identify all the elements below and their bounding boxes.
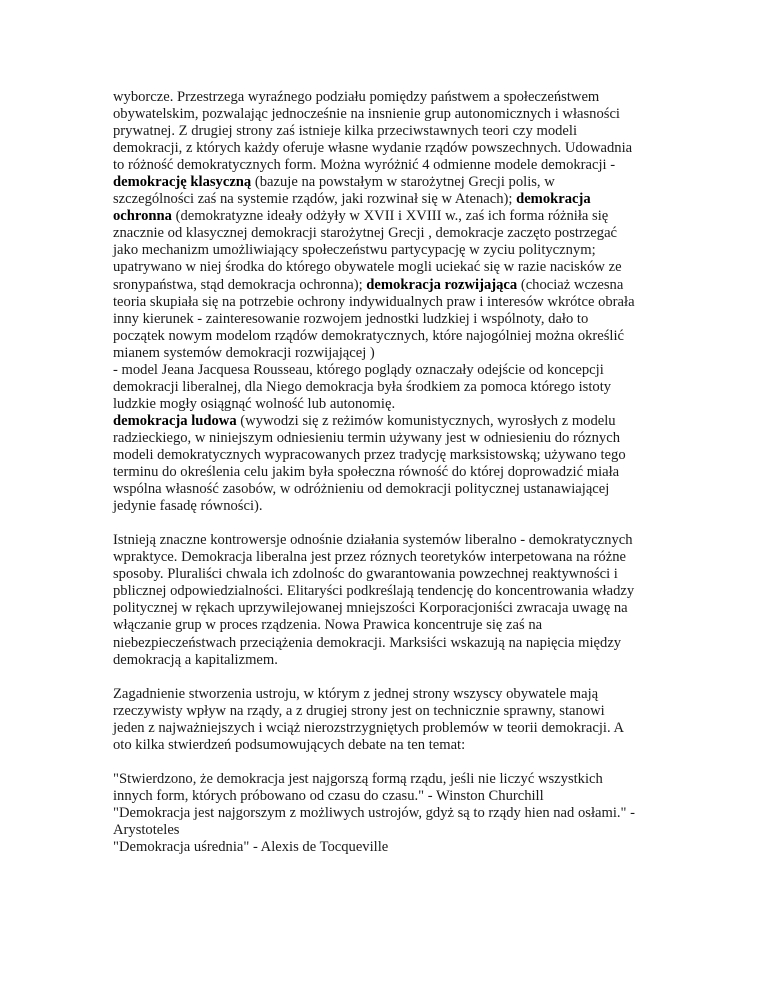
- text-run: pblicznej odpowiedzialności. Elitaryści podkreślają tendencję do koncentrowania władzy: [113, 583, 635, 600]
- text-line: [113, 822, 653, 839]
- text-line: [113, 311, 653, 328]
- text-run: jedynie fasadę równości).: [113, 498, 263, 515]
- text-line: [113, 396, 653, 413]
- text-line: [113, 89, 653, 106]
- text-line: [113, 225, 653, 242]
- text-run: demokracją a kapitalizmem.: [113, 651, 278, 668]
- text-run: terminu do określenia celu jakim była społeczna równość do której doprowadzić miała: [113, 464, 620, 481]
- text-run: wspólna własność zasobów, w odróżnieniu od demokracji politycznej ustanawiającej: [113, 481, 610, 498]
- text-line: [113, 174, 653, 191]
- text-line: [113, 277, 653, 294]
- paragraph-quotes: [113, 771, 653, 856]
- text-run: włączanie grup w proces rządzenia. Nowa Prawica koncentruje się zaś na: [113, 617, 543, 634]
- text-run: (bazuje na powstałym w starożytnej Grecji polis, w: [251, 174, 555, 191]
- text-run: wyborcze. Przestrzega wyraźnego podziału pomiędzy państwem a społeczeństwem: [113, 89, 600, 105]
- text-line: [113, 208, 653, 225]
- text-run: sronypaństwa, stąd demokracja ochronna);: [113, 276, 367, 293]
- text-line: [113, 242, 653, 259]
- text-line: [113, 686, 653, 703]
- text-line: [113, 652, 653, 669]
- text-line: [113, 771, 653, 788]
- text-run: niebezpieczeństwach przeciążenia demokracji. Marksiści wskazują na napięcia między: [113, 634, 622, 651]
- text-line: [113, 737, 653, 754]
- text-run: rzeczywisty wpływ na rządy, a z drugiej strony jest on technicznie sprawny, stanowi: [113, 702, 605, 719]
- text-run: jako mechanizm umożliwiający społeczeństwu partycypację w zyciu politycznym;: [113, 242, 596, 259]
- text-run: "Demokracja jest najgorszym z możliwych ustrojów, gdyż są to rządy hien nad osłami." -: [113, 804, 636, 821]
- text-run: Zagadnienie stworzenia ustroju, w którym z jednej strony wszyscy obywatele mają: [113, 685, 599, 702]
- text-run: szczególności zaś na systemie rządów, jaki rozwinał się w Atenach);: [113, 191, 517, 208]
- text-run: politycznej w rękach uprzywilejowanej mniejszości Korporacjoniści zwracaja uwagę na: [113, 600, 628, 617]
- text-run: mianem systemów demokracji rozwijającej ): [113, 344, 375, 361]
- text-line: [113, 413, 653, 430]
- paragraph-spacer: [113, 754, 653, 771]
- text-line: [113, 532, 653, 549]
- paragraph-spacer: [113, 669, 653, 686]
- text-line: [113, 600, 653, 617]
- text-line: [113, 805, 653, 822]
- bold-term: ochronna: [113, 208, 172, 225]
- text-line: [113, 259, 653, 276]
- text-run: Arystoteles: [113, 822, 180, 839]
- bold-term: demokrację klasyczną: [113, 174, 252, 191]
- text-run: ludzkie mogły osiągnąć wolność lub autonomię.: [113, 395, 396, 412]
- text-run: modeli demokratycznych wypracowanych przez tradycję marksistowską; używano tego: [113, 446, 626, 463]
- paragraph-spacer: [113, 515, 653, 532]
- text-line: [113, 464, 653, 481]
- text-run: (chociaż wczesna: [517, 276, 624, 293]
- bold-term: demokracja: [516, 191, 591, 208]
- text-run: upatrywano w niej środka do którego obywatele mogli uciekać się w razie nacisków ze: [113, 259, 622, 276]
- text-run: to różność demokratycznych form. Można wyróżnić 4 odmienne modele demokracji -: [113, 157, 616, 174]
- text-run: prywatnej. Z drugiej strony zaś istnieje kilka przeciwstawnych teori czy modeli: [113, 123, 578, 140]
- text-run: (wywodzi się z reżimów komunistycznych, wyrosłych z modelu: [236, 412, 616, 429]
- text-run: wpraktyce. Demokracja liberalna jest przez róznych teoretyków interpetowana na różne: [113, 549, 626, 566]
- text-line: [113, 345, 653, 362]
- text-line: [113, 328, 653, 345]
- text-line: [113, 788, 653, 805]
- text-line: [113, 294, 653, 311]
- text-run: demokracji, z których każdy oferuje własne wydanie rządów powszechnych. Udowadnia: [113, 140, 633, 157]
- paragraph-system-design-problem: [113, 686, 653, 754]
- text-line: [113, 839, 653, 856]
- text-run: początek nowym modelom rządów demokratycznych, które najogólniej można określić: [113, 327, 625, 344]
- text-run: Istnieją znaczne kontrowersje odnośnie działania systemów liberalno - demokratycznych: [113, 532, 633, 549]
- text-line: [113, 703, 653, 720]
- text-line: [113, 447, 653, 464]
- text-line: [113, 140, 653, 157]
- paragraph-liberal-democracy-controversies: [113, 532, 653, 668]
- text-line: [113, 191, 653, 208]
- text-line: [113, 123, 653, 140]
- text-run: sposoby. Pluraliści chwala ich zdolnośc do gwarantowania powzechnej reaktywności i: [113, 566, 618, 583]
- document-page: [113, 89, 653, 856]
- bold-term: demokracja ludowa: [113, 412, 237, 429]
- text-run: innych form, których próbowano od czasu do czasu." - Winston Churchill: [113, 787, 544, 804]
- text-run: radzieckiego, w niniejszym odniesieniu termin używany jest w odniesieniu do róznych: [113, 429, 620, 446]
- text-run: "Stwierdzono, że demokracja jest najgorszą formą rządu, jeśli nie liczyć wszystkich: [113, 770, 603, 787]
- text-line: [113, 583, 653, 600]
- text-line: [113, 106, 653, 123]
- text-run: jeden z najważniejszych i wciąż nierozstrzygniętych problemów w teorii demokracji. A: [113, 719, 624, 736]
- text-line: [113, 430, 653, 447]
- text-line: [113, 617, 653, 634]
- text-line: [113, 498, 653, 515]
- text-line: [113, 481, 653, 498]
- text-run: oto kilka stwierdzeń podsumowujących debate na ten temat:: [113, 736, 466, 753]
- paragraph-democracy-models: [113, 89, 653, 515]
- text-run: teoria skupiała się na potrzebie ochrony indywidualnych praw i interesów wkrótce obrała: [113, 293, 635, 310]
- text-run: demokracji liberalnej, dla Niego demokracja była środkiem za pomoca którego istoty: [113, 378, 612, 395]
- text-line: [113, 635, 653, 652]
- text-run: "Demokracja uśrednia" - Alexis de Tocqueville: [113, 839, 389, 856]
- text-run: obywatelskim, pozwalając jednocześnie na insnienie grup autonomicznych i własności: [113, 106, 620, 123]
- text-line: [113, 566, 653, 583]
- text-line: [113, 157, 653, 174]
- text-run: (demokratyzne ideały odżyły w XVII i XVIII w., zaś ich forma różniła się: [171, 208, 609, 225]
- bold-term: demokracja rozwijająca: [366, 276, 518, 293]
- text-run: inny kierunek - zainteresowanie rozwojem jednostki ludzkiej i wspólnoty, dało to: [113, 310, 589, 327]
- text-run: - model Jeana Jacquesa Rousseau, którego poglądy oznaczały odejście od koncepcji: [113, 361, 604, 378]
- text-line: [113, 720, 653, 737]
- text-run: znacznie od klasycznej demokracji starożytnej Grecji , demokracje zaczęto postrzegać: [113, 225, 618, 242]
- text-line: [113, 549, 653, 566]
- text-line: [113, 379, 653, 396]
- text-line: [113, 362, 653, 379]
